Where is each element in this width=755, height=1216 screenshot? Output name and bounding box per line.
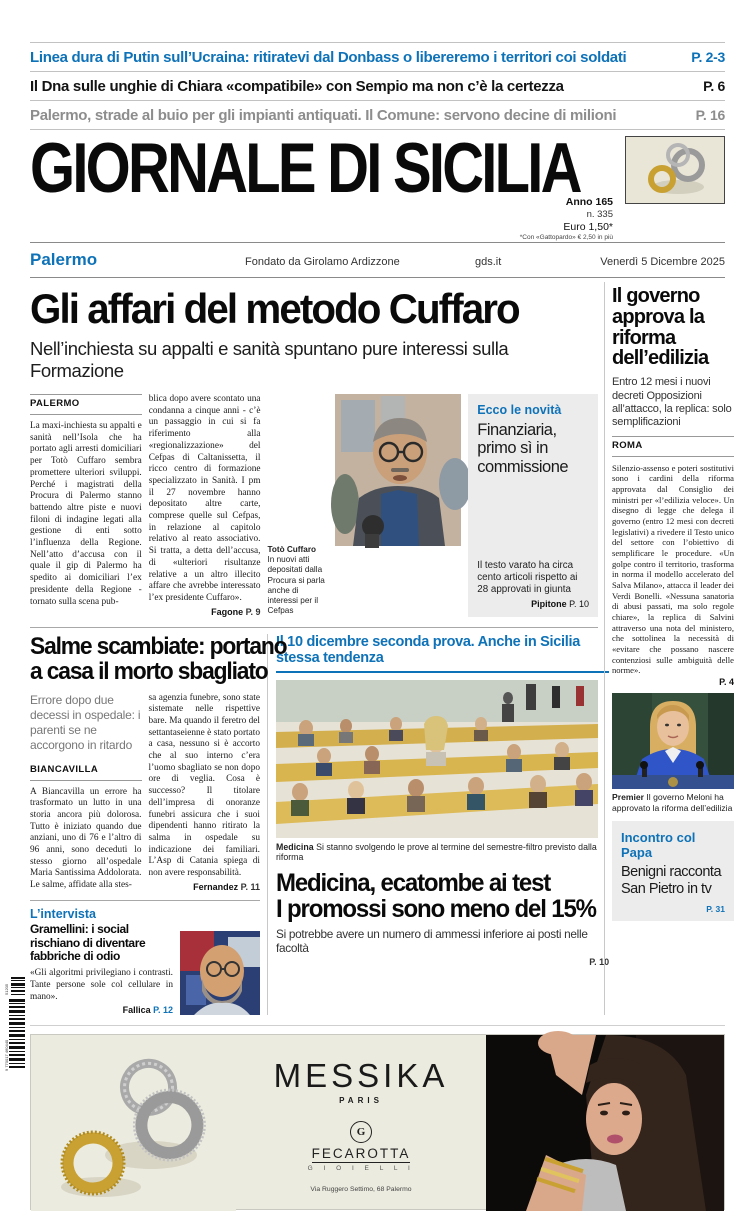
newspaper-front-page [0,42,755,1194]
lead-subhead: Nell’inchiesta su appalti e sanità spuntano pure interessi sulla Formazione [30,338,509,381]
ad-rings-image [31,1035,236,1209]
price-note: *Con «Gattopardo» € 2,50 in più [519,234,613,242]
lead-headline: Gli affari del metodo Cuffaro [30,285,519,332]
ad-address: Via Ruggero Settimo, 68 Palermo [310,1186,412,1194]
dateline [30,242,725,278]
ad-model-image [486,1035,724,1209]
top-headline-dna [30,72,725,101]
barcode-image [3,975,27,1077]
governo-deck: Entro 12 mesi i nuovi decreti Opposizioni all’attacco, la replica: solo semplificazioni [612,376,732,429]
papa-box [612,821,734,920]
salme-headline: Salme scambiate: portano a casa il morto sbagliato [30,632,287,686]
left-lower-column [30,632,287,1016]
top-headline-text: Linea dura di Putin sull’Ucraina: ritiratevi dal Donbass o libereremo i territori coi soldati [30,49,627,66]
rings-illustration [31,1035,236,1211]
page-ref: P. 6 [703,78,725,94]
medicina-page-ref: P. 10 [589,957,610,968]
top-headline-text: Il Dna sulle unghie di Chiara «compatibile» con Sempio ma non c’è la certezza [30,78,564,95]
svg-text:9 770017 460440: 9 770017 460440 [4,1039,9,1071]
page-ref: P. 2-3 [691,49,725,65]
finanziaria-kicker: Ecco le novità [477,403,562,417]
governo-headline: Il governo approva la riforma dell’edilizia [612,285,709,370]
lecture-hall-photo [276,680,609,838]
governo-kicker: ROMA [612,436,734,457]
page-ref: P. 16 [695,107,725,123]
ad-text-block [236,1035,486,1209]
lead-body-1: La maxi-inchiesta su appalti e sanità nell’Isola che ha portato agli arresti domiciliari per Totò Cuffaro sembra promettere ulteriori sviluppi. Perché i magistrati della Procura di Palermo stanno battendo altre piste e nuovi filoni di indagine legati alla gestione di enti sotto l’influenza della Regione. Nell’atto d’accusa con il quale il gip di Palermo ha spedito ai domiciliari l’ex presidente della Regione - tornato sulla scena pub- [30,421,142,607]
papa-title: Benigni racconta San Pietro in tv [621,864,722,898]
main-section [30,282,610,1016]
edition-label: Palermo [30,250,98,269]
top-headline-text: Palermo, strade al buio per gli impianti antiquati. Il Comune: servono decine di milioni [30,107,617,124]
retailer-monogram: G [350,1121,372,1143]
finanziaria-byline: Pipitone P. 10 [531,598,590,609]
meloni-caption: Premier Il governo Meloni ha approvato la riforma dell’edilizia [612,791,733,813]
svg-text:51205: 51205 [4,983,9,995]
finanziaria-title: Finanziaria, primo sì in commissione [477,421,569,476]
masthead-promo-image [625,136,725,204]
top-headline-palermo [30,101,725,130]
finanziaria-box [468,394,598,617]
salme-deck: Errore dopo due decessi in ospedale: i parenti se ne accorgono in ritardo [30,692,141,752]
model-illustration [486,1035,724,1211]
meloni-photo [612,693,734,789]
ad-retailer-name: FECAROTTA [311,1146,411,1162]
medicina-strip: Il 10 dicembre seconda prova. Anche in Sicilia stessa tendenza [276,634,609,673]
messika-ad [30,1034,725,1210]
salme-article [30,632,287,892]
meloni-photo-image [612,693,734,789]
salme-byline: Fernandez P. 11 [193,881,260,892]
ad-brand-city: PARIS [339,1096,383,1106]
medicina-deck: Si potrebbe avere un numero di ammessi inferiore ai posti nelle facoltà [276,927,588,956]
salme-column-1 [30,693,142,892]
top-headline-ucraina [30,43,725,72]
lead-kicker: PALERMO [30,394,142,415]
lead-column-1 [30,394,142,617]
governo-body: Silenzio-assenso e poteri sostitutivi sono i cardini della riforma approvata dal Consiglio dei ministri per «l’edilizia veloce». Un disegno di legge che delega il governo (entro 12 mesi con decreti legislativi) a rivedere il Testo unico del settore con l’obiettivo di semplificare le procedure. «Un golpe contro il territorio, trasforma in norma il modello accelerato del Salva Milano», attacca il leader dei Verdi Bonelli. «Nessuna sanatoria di abusi passati, ma solo regole chiare», la replica di Salvini attraverso una nota del ministero, che sottolinea la necessità di «evitare che possano nascere contenziosi sulle ambiguità delle norme». [612,462,734,676]
medicina-headline: Medicina, ecatombe ai test I promossi sono meno del 15% [276,868,596,923]
ad-retailer-sub: G I O I E L L I [307,1165,415,1173]
founder-note: Fondato da Girolamo Ardizzone [245,256,400,268]
papa-kicker: Incontro col Papa [621,830,696,861]
lecture-hall-image [276,680,598,838]
lead-column-2 [149,394,261,617]
intervista-body: «Gli algoritmi privilegiano i contrasti. Tante persone sole col cellulare in mano». [30,968,173,1002]
salme-kicker: BIANCAVILLA [30,761,142,781]
cuffaro-photo [335,394,461,546]
salme-column-2 [149,693,261,892]
papa-page-ref: P. 31 [706,903,725,914]
issn-barcode [3,975,27,1077]
lead-article [30,285,598,617]
website: gds.it [475,256,502,268]
issue-year: Anno 165 [565,196,613,208]
cuffaro-photo-image [335,394,461,546]
medicina-article [268,634,609,1016]
lead-photo-caption: Totò Cuffaro In nuovi atti depositati dalla Procura si parla anche di interessi per il Cefpas [267,544,325,616]
intervista-headline: Gramellini: i social rischiano di diventare fabbriche di odio [30,921,146,964]
advertisement-section [30,1025,725,1210]
issue-info [520,196,613,242]
newspaper-title: GIORNALE DI SICILIA [30,129,580,208]
price: Euro 1,50* [563,221,613,233]
lead-byline: Fagone P. 9 [211,606,261,617]
finanziaria-body: Il testo varato ha circa cento articoli rispetto ai 28 approvati in giunta [477,559,578,596]
gramellini-photo-image [180,931,260,1015]
intervista-byline: Fallica P. 12 [122,1005,173,1016]
salme-body-2: sa agenzia funebre, sono state sistemate nelle rispettive bare. Ma quando il feretro del settantaseienne è stato portato a casa, nessuno si è accorto che al suo interno c’era l’uomo sbagliato se non dopo ore di veglia. Cosa è successo? Il titolare dell’impresa di onoranze funebri assicura che i suoi dipendenti hanno ritirato la salma in ospedale su indicazione dei familiari. L’Asp di Catania spiega di non avere responsabilità. [148,692,260,879]
intervista-article [30,900,260,1016]
jewelry-rings-thumbnail [626,137,724,203]
governo-page-ref: P. 4 [719,676,734,687]
lead-body-2: blica dopo avere scontato una condanna a cinque anni - c’è un passaggio in cui si fa riferimento alla «regionalizzazione» del Cefpas di Caltanissetta, il ricco centro di formazione specializzato in Sanità. I pm il 27 novembre hanno depositato altre carte, comprese quelle sul Cefpas, in relazione al capitolo relativo al reato associativo. Si tratta, a detta dell’accusa, di «ulteriori risultanze relative a un altro illecito affare che avrebbe interessato l’ex presidente Cuffaro». [148,394,261,603]
right-column [604,282,734,1015]
medicina-caption: Medicina Si stanno svolgendo le prove al termine del semestre-filtro previsto dalla riforma [276,841,597,862]
salme-body-1: A Biancavilla un errore ha trasformato un lutto in una storia ancora più dolorosa. Tutto è iniziato quando due anziani, uno di 76 e l’altro di 96 anni, sono deceduti lo stesso giorno all’ospedale Maria Santissima Addolorata. Le salme, affidate alla stes- [30,786,142,891]
gramellini-photo [180,931,260,1015]
intervista-kicker: L’intervista [30,906,96,921]
issue-date: Venerdì 5 Dicembre 2025 [600,256,725,268]
masthead [30,130,725,242]
ad-brand-name: MESSIKA [273,1057,449,1095]
issue-number: n. 335 [586,209,613,221]
top-headlines-bar [30,42,725,130]
